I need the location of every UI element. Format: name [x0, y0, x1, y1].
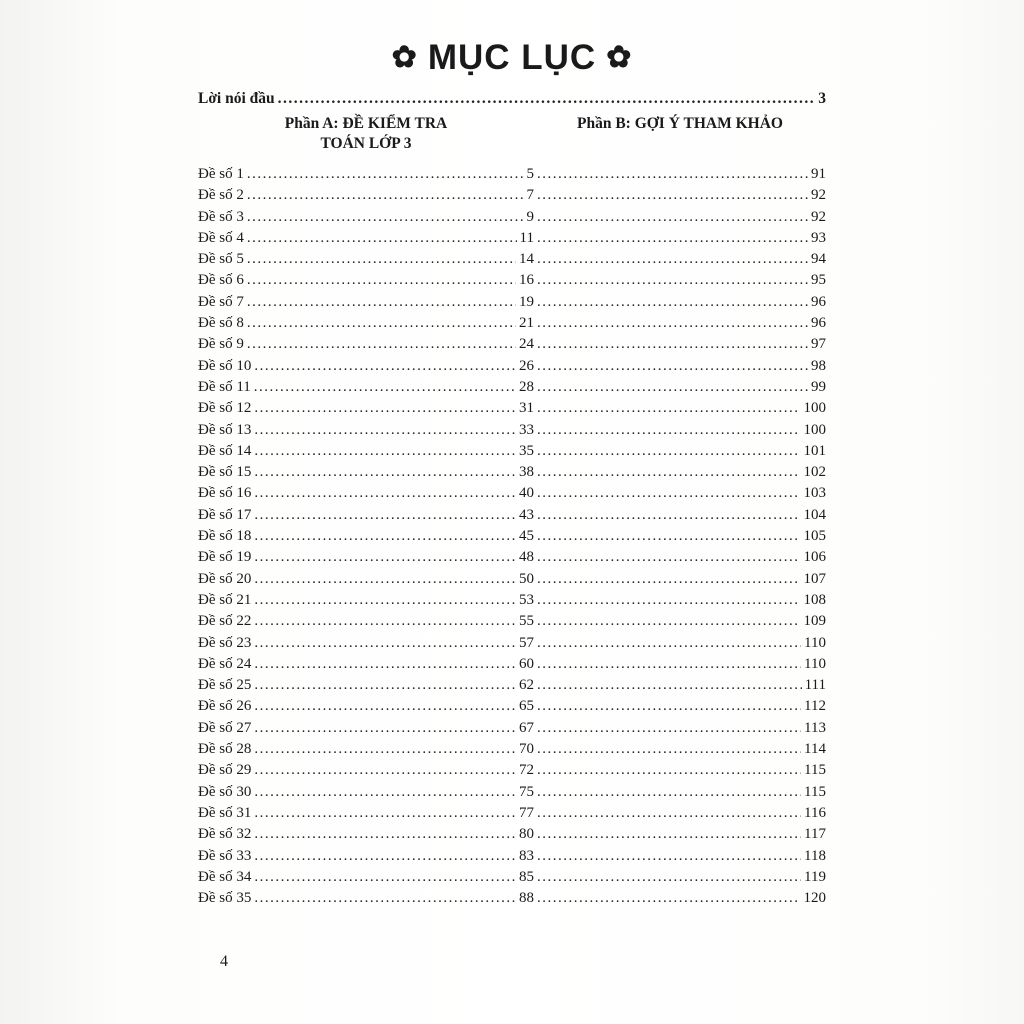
toc-entry-page-a: 14: [518, 251, 534, 268]
toc-entry-part-a: [198, 483, 534, 504]
toc-entry-page-b: 105: [803, 528, 826, 545]
toc-entry-part-a: [198, 611, 534, 632]
dot-leader: [254, 398, 516, 419]
toc-entry-page-b: 119: [804, 868, 826, 885]
toc-entry-part-b: [534, 249, 826, 270]
toc-entry-page-a: 88: [518, 890, 534, 907]
dot-leader: [247, 164, 524, 185]
toc-entry-label: Đề số 1: [198, 166, 244, 182]
toc-entry-part-a: [198, 420, 534, 441]
toc-entry-page-a: 60: [518, 655, 534, 672]
toc-entry-part-b: [534, 441, 826, 462]
toc-entry-part-b: [534, 164, 826, 185]
toc-entry-page-a: 24: [518, 336, 534, 353]
dot-leader: [537, 292, 808, 313]
dot-leader: [537, 207, 808, 228]
dot-leader: [254, 803, 516, 824]
dot-leader: [537, 270, 808, 291]
toc-entry-row: [198, 526, 826, 547]
toc-entry-row: [198, 803, 826, 824]
toc-entry-part-a: [198, 547, 534, 568]
toc-entry-row: [198, 611, 826, 632]
toc-content: [198, 0, 826, 909]
toc-entry-part-a: [198, 185, 534, 206]
toc-entry-page-b: 97: [810, 336, 826, 353]
dot-leader: [247, 270, 516, 291]
dot-leader: [247, 313, 516, 334]
preface-row: [198, 88, 826, 110]
dot-leader: [254, 590, 516, 611]
toc-entry-page-a: 72: [518, 762, 534, 779]
dot-leader: [254, 760, 516, 781]
toc-entry-page-b: 109: [803, 613, 826, 630]
toc-entry-page-a: 50: [518, 570, 534, 587]
toc-entry-part-a: [198, 526, 534, 547]
toc-entry-part-a: [198, 846, 534, 867]
toc-entry-part-a: [198, 760, 534, 781]
toc-entry-part-a: [198, 377, 534, 398]
toc-entry-part-b: [534, 782, 826, 803]
toc-entry-part-b: [534, 739, 826, 760]
toc-entry-page-b: 104: [803, 506, 826, 523]
dot-leader: [254, 696, 516, 717]
toc-entry-part-b: [534, 228, 826, 249]
toc-entry-page-b: 112: [804, 698, 826, 715]
toc-entry-part-a: [198, 249, 534, 270]
dot-leader: [247, 207, 524, 228]
dot-leader: [537, 846, 801, 867]
toc-entry-row: [198, 249, 826, 270]
toc-entry-label: Đề số 35: [198, 890, 252, 907]
toc-entry-label: Đề số 25: [198, 677, 252, 694]
toc-entry-label: Đề số 12: [198, 400, 252, 417]
toc-entry-row: [198, 824, 826, 845]
toc-entry-part-b: [534, 420, 826, 441]
toc-entry-label: Đề số 18: [198, 528, 252, 545]
toc-entry-label: Đề số 19: [198, 549, 252, 566]
toc-entry-page-b: 93: [810, 229, 826, 246]
dot-leader: [254, 377, 516, 398]
toc-entry-page-b: 92: [810, 187, 826, 204]
toc-entry-page-a: 33: [518, 421, 534, 438]
toc-entry-part-a: [198, 782, 534, 803]
flower-icon: ✿: [606, 41, 633, 74]
toc-entry-part-b: [534, 654, 826, 675]
toc-entry-part-a: [198, 590, 534, 611]
part-b-header: [534, 114, 826, 154]
toc-entry-part-b: [534, 718, 826, 739]
toc-entry-row: [198, 888, 826, 909]
toc-entry-page-b: 113: [804, 719, 826, 736]
toc-entry-part-a: [198, 356, 534, 377]
toc-entry-row: [198, 654, 826, 675]
dot-leader: [537, 675, 802, 696]
toc-entry-page-b: 103: [803, 485, 826, 502]
dot-leader: [537, 334, 808, 355]
toc-entry-part-b: [534, 696, 826, 717]
toc-entry-part-b: [534, 867, 826, 888]
toc-entry-row: [198, 675, 826, 696]
toc-entry-part-a: [198, 505, 534, 526]
toc-entry-part-a: [198, 654, 534, 675]
toc-entry-label: Đề số 16: [198, 485, 252, 502]
toc-entry-page-a: 48: [518, 549, 534, 566]
toc-entry-label: Đề số 2: [198, 187, 244, 204]
page-title-text: MỤC LỤC: [427, 38, 597, 77]
dot-leader: [254, 846, 516, 867]
toc-entry-part-a: [198, 462, 534, 483]
toc-entry-label: Đề số 20: [198, 570, 252, 587]
toc-entry-part-b: [534, 846, 826, 867]
toc-entry-label: Đề số 34: [198, 868, 252, 885]
dot-leader: [537, 526, 801, 547]
toc-entry-part-b: [534, 462, 826, 483]
toc-entry-page-b: 107: [803, 570, 826, 587]
toc-entry-label: Đề số 30: [198, 783, 252, 800]
toc-entry-row: [198, 696, 826, 717]
toc-entry-label: Đề số 32: [198, 826, 252, 843]
toc-entry-part-b: [534, 888, 826, 909]
toc-entry-row: [198, 377, 826, 398]
toc-entry-part-a: [198, 888, 534, 909]
toc-entry-page-b: 101: [803, 442, 826, 459]
toc-entry-part-b: [534, 633, 826, 654]
dot-leader: [537, 718, 801, 739]
dot-leader: [254, 356, 516, 377]
toc-entry-page-b: 110: [804, 634, 826, 651]
toc-entry-row: [198, 228, 826, 249]
toc-entry-row: [198, 846, 826, 867]
dot-leader: [254, 739, 516, 760]
dot-leader: [537, 185, 808, 206]
toc-entry-part-a: [198, 867, 534, 888]
toc-entry-part-a: [198, 569, 534, 590]
toc-entry-part-a: [198, 441, 534, 462]
dot-leader: [537, 590, 801, 611]
toc-entry-row: [198, 462, 826, 483]
toc-entry-page-b: 100: [803, 400, 826, 417]
toc-entry-page-b: 118: [804, 847, 826, 864]
toc-entry-row: [198, 718, 826, 739]
flower-icon: ✿: [391, 41, 418, 74]
toc-entry-label: Đề số 22: [198, 613, 252, 630]
toc-entry-part-b: [534, 356, 826, 377]
toc-entry-label: Đề số 23: [198, 634, 252, 651]
toc-entry-part-a: [198, 270, 534, 291]
toc-entry-part-b: [534, 569, 826, 590]
toc-entry-page-a: 83: [518, 847, 534, 864]
toc-entry-part-b: [534, 185, 826, 206]
toc-entry-page-a: 19: [518, 293, 534, 310]
toc-entry-page-a: 65: [518, 698, 534, 715]
toc-entry-page-a: 28: [518, 378, 534, 395]
folio-page-number: 4: [220, 953, 228, 970]
toc-entry-part-a: [198, 313, 534, 334]
toc-entry-page-a: 62: [518, 677, 534, 694]
toc-entry-label: Đề số 11: [198, 378, 251, 395]
dot-leader: [254, 611, 516, 632]
dot-leader: [537, 824, 801, 845]
toc-entry-page-b: 111: [804, 677, 826, 694]
toc-entry-part-b: [534, 760, 826, 781]
toc-entry-row: [198, 505, 826, 526]
toc-entry-row: [198, 270, 826, 291]
toc-entry-row: [198, 867, 826, 888]
dot-leader: [537, 228, 808, 249]
dot-leader: [537, 760, 801, 781]
dot-leader: [254, 824, 516, 845]
dot-leader: [254, 420, 516, 441]
dot-leader: [537, 654, 801, 675]
toc-entry-part-a: [198, 739, 534, 760]
toc-entry-row: [198, 292, 826, 313]
toc-entry-part-b: [534, 292, 826, 313]
toc-entry-page-a: 67: [518, 719, 534, 736]
toc-entry-row: [198, 547, 826, 568]
toc-entry-part-b: [534, 483, 826, 504]
dot-leader: [254, 888, 516, 909]
toc-entry-label: Đề số 27: [198, 719, 252, 736]
toc-entry-label: Đề số 8: [198, 315, 244, 332]
toc-entry-label: Đề số 17: [198, 506, 252, 523]
dot-leader: [537, 696, 801, 717]
toc-entry-row: [198, 590, 826, 611]
toc-entry-page-a: 9: [526, 208, 534, 225]
toc-entry-row: [198, 185, 826, 206]
toc-entry-page-b: 96: [810, 315, 826, 332]
toc-entry-page-b: 115: [804, 783, 826, 800]
dot-leader: [537, 313, 808, 334]
toc-entry-page-a: 80: [518, 826, 534, 843]
dot-leader: [537, 782, 801, 803]
part-a-header: [198, 114, 534, 154]
toc-entry-page-a: 11: [519, 229, 534, 246]
preface-label: Lời nói đầu: [198, 90, 275, 107]
toc-entry-label: Đề số 21: [198, 591, 252, 608]
toc-entry-row: [198, 334, 826, 355]
toc-entry-part-b: [534, 334, 826, 355]
toc-entry-label: Đề số 33: [198, 847, 252, 864]
toc-entry-part-a: [198, 164, 534, 185]
toc-entry-part-a: [198, 718, 534, 739]
dot-leader: [254, 505, 516, 526]
toc-entry-page-b: 106: [803, 549, 826, 566]
dot-leader: [537, 398, 801, 419]
toc-entry-page-a: 40: [518, 485, 534, 502]
dot-leader: [537, 803, 801, 824]
part-headers: [198, 114, 826, 154]
toc-entry-label: Đề số 6: [198, 272, 244, 289]
dot-leader: [537, 441, 801, 462]
toc-entry-row: [198, 441, 826, 462]
dot-leader: [537, 356, 808, 377]
toc-entry-page-a: 57: [518, 634, 534, 651]
toc-entry-row: [198, 483, 826, 504]
toc-entry-part-b: [534, 547, 826, 568]
toc-entry-part-b: [534, 207, 826, 228]
toc-entry-label: Đề số 9: [198, 336, 244, 353]
dot-leader: [254, 654, 516, 675]
dot-leader: [537, 164, 808, 185]
dot-leader: [254, 483, 516, 504]
dot-leader: [537, 867, 801, 888]
toc-entry-page-a: 16: [518, 272, 534, 289]
toc-entry-part-a: [198, 292, 534, 313]
dot-leader: [537, 249, 808, 270]
dot-leader: [247, 249, 516, 270]
toc-entry-part-b: [534, 803, 826, 824]
dot-leader: [247, 334, 516, 355]
toc-entry-row: [198, 313, 826, 334]
dot-leader: [254, 867, 516, 888]
toc-entry-page-b: 100: [803, 421, 826, 438]
toc-entry-part-b: [534, 590, 826, 611]
toc-entry-part-b: [534, 526, 826, 547]
toc-entry-label: Đề số 4: [198, 229, 244, 246]
toc-entry-page-b: 110: [804, 655, 826, 672]
toc-entry-label: Đề số 15: [198, 464, 252, 481]
toc-entry-label: Đề số 3: [198, 208, 244, 225]
part-a-header-line1: Phần A: ĐỀ KIỂM TRA: [284, 115, 448, 132]
toc-entry-page-b: 95: [810, 272, 826, 289]
toc-entry-part-a: [198, 803, 534, 824]
toc-entry-part-a: [198, 228, 534, 249]
dot-leader: [537, 611, 801, 632]
toc-entry-label: Đề số 31: [198, 804, 252, 821]
toc-entry-row: [198, 569, 826, 590]
dot-leader: [247, 228, 517, 249]
toc-entry-page-b: 98: [810, 357, 826, 374]
toc-entry-page-b: 115: [804, 762, 826, 779]
toc-entry-page-a: 5: [526, 166, 534, 182]
toc-entry-page-b: 102: [803, 464, 826, 481]
toc-entry-page-a: 7: [526, 187, 534, 204]
dot-leader: [537, 483, 801, 504]
toc-entry-page-a: 21: [518, 315, 534, 332]
toc-entry-part-a: [198, 398, 534, 419]
dot-leader: [537, 569, 801, 590]
toc-entry-row: [198, 633, 826, 654]
toc-entry-page-a: 43: [518, 506, 534, 523]
dot-leader: [537, 633, 801, 654]
toc-entry-row: [198, 739, 826, 760]
toc-entry-page-b: 108: [803, 591, 826, 608]
dot-leader: [254, 633, 516, 654]
toc-entry-part-b: [534, 377, 826, 398]
toc-entry-row: [198, 207, 826, 228]
toc-entry-label: Đề số 7: [198, 293, 244, 310]
toc-entry-page-a: 70: [518, 741, 534, 758]
dot-leader: [537, 377, 808, 398]
toc-entry-page-a: 38: [518, 464, 534, 481]
toc-entry-label: Đề số 29: [198, 762, 252, 779]
dot-leader: [247, 185, 524, 206]
toc-entry-part-a: [198, 207, 534, 228]
toc-entry-page-a: 35: [518, 442, 534, 459]
toc-entry-page-a: 45: [518, 528, 534, 545]
part-a-header-line2: TOÁN LỚP 3: [320, 135, 412, 152]
dot-leader: [537, 739, 801, 760]
toc-entry-part-a: [198, 334, 534, 355]
dot-leader: [254, 462, 516, 483]
dot-leader: [254, 441, 516, 462]
dot-leader: [254, 718, 516, 739]
dot-leader: [537, 462, 801, 483]
toc-entry-row: [198, 398, 826, 419]
toc-entry-label: Đề số 24: [198, 655, 252, 672]
toc-entry-page-a: 85: [518, 868, 534, 885]
dot-leader: [537, 888, 801, 909]
preface-page: 3: [818, 90, 826, 107]
toc-entry-row: [198, 760, 826, 781]
dot-leader: [254, 526, 516, 547]
toc-entry-page-b: 116: [804, 804, 826, 821]
toc-entry-part-b: [534, 398, 826, 419]
toc-entry-page-b: 117: [804, 826, 826, 843]
toc-entry-part-b: [534, 505, 826, 526]
page-title: [198, 38, 826, 78]
toc-entry-part-a: [198, 696, 534, 717]
toc-entry-part-b: [534, 675, 826, 696]
toc-rows: [198, 164, 826, 909]
dot-leader: [537, 420, 801, 441]
toc-entry-page-b: 120: [803, 890, 826, 907]
dot-leader: [537, 547, 801, 568]
toc-entry-row: [198, 420, 826, 441]
toc-entry-row: [198, 356, 826, 377]
toc-entry-page-a: 53: [518, 591, 534, 608]
toc-entry-row: [198, 782, 826, 803]
toc-entry-label: Đề số 5: [198, 251, 244, 268]
toc-entry-label: Đề số 10: [198, 357, 252, 374]
dot-leader: [254, 782, 516, 803]
toc-entry-label: Đề số 26: [198, 698, 252, 715]
dot-leader: [247, 292, 516, 313]
toc-entry-page-a: 55: [518, 613, 534, 630]
dot-leader: [254, 547, 516, 568]
toc-entry-part-b: [534, 824, 826, 845]
toc-entry-page-a: 26: [518, 357, 534, 374]
toc-entry-page-b: 91: [810, 166, 826, 182]
toc-entry-part-b: [534, 270, 826, 291]
toc-entry-page-b: 114: [804, 741, 826, 758]
dot-leader: [254, 569, 516, 590]
toc-entry-row: [198, 164, 826, 185]
toc-entry-page-a: 31: [518, 400, 534, 417]
toc-entry-label: Đề số 14: [198, 442, 252, 459]
toc-entry-page-a: 75: [518, 783, 534, 800]
toc-entry-page-b: 94: [810, 251, 826, 268]
toc-entry-part-a: [198, 633, 534, 654]
toc-entry-part-b: [534, 313, 826, 334]
toc-entry-page-b: 96: [810, 293, 826, 310]
toc-entry-part-a: [198, 824, 534, 845]
toc-entry-page-b: 92: [810, 208, 826, 225]
toc-entry-part-a: [198, 675, 534, 696]
dot-leader: [254, 675, 516, 696]
toc-entry-part-b: [534, 611, 826, 632]
dot-leader: [537, 505, 801, 526]
part-b-header-line1: Phần B: GỢI Ý THAM KHẢO: [576, 115, 783, 132]
toc-entry-label: Đề số 28: [198, 741, 252, 758]
dot-leader: [278, 88, 816, 110]
toc-entry-page-a: 77: [518, 804, 534, 821]
toc-entry-label: Đề số 13: [198, 421, 252, 438]
toc-entry-page-b: 99: [810, 378, 826, 395]
